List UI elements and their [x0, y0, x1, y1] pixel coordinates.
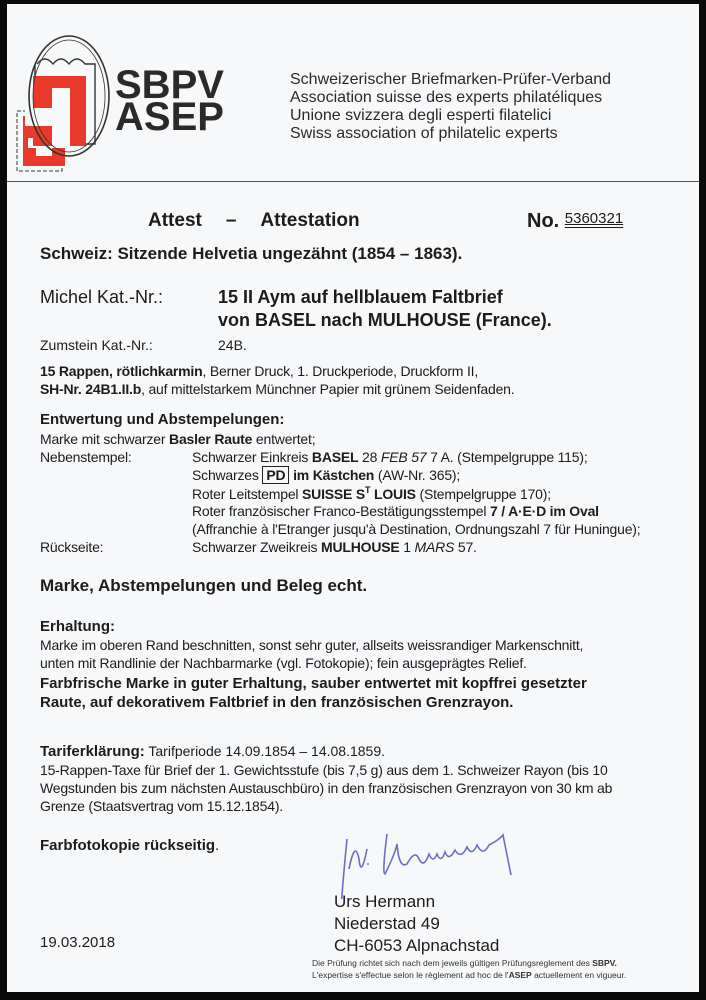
expert-street: Niederstad 49 [334, 914, 440, 933]
nebenstempel-line [192, 467, 460, 483]
text-segment: , Berner Druck, 1. Druckperiode, Druckform II, [202, 363, 479, 379]
pd-box-text: PD [262, 466, 289, 484]
nebenstempel-line [192, 485, 551, 502]
text-segment: Schwarzes [192, 467, 263, 483]
tarif-line: 15-Rappen-Taxe für Brief der 1. Gewichtsstufe (bis 7,5 g) aus dem 1. Schweizer Rayon (bis 10 [40, 762, 608, 778]
attest-title [148, 210, 360, 232]
text-segment: (AW-Nr. 365); [374, 467, 461, 483]
erhaltung-summary: Raute, auf dekorativem Faltbrief in den französischen Grenzrayon. [40, 694, 514, 711]
stamp-title: Schweiz: Sitzende Helvetia ungezähnt (1854 – 1863). [40, 244, 463, 263]
number-value: 5360321 [564, 210, 624, 227]
header-line-fr: Association suisse des experts philatéliques [290, 89, 603, 106]
rueckseite-block [40, 539, 700, 557]
issue-date: 19.03.2018 [40, 934, 116, 951]
erhaltung-summary: Farbfrische Marke in guter Erhaltung, sauber entwertet mit kopffrei gesetzter [40, 675, 587, 692]
text-segment: BASEL [311, 449, 359, 465]
footer-line-de [312, 958, 617, 968]
text-segment: L'expertise s'effectue selon le règlement ad hoc de l' [312, 970, 509, 980]
erhaltung-line: Marke im oberen Rand beschnitten, sonst sehr guter, allseits weissrandiger Markenschnitt, [40, 637, 584, 653]
header-divider [7, 181, 699, 182]
expert-name: Urs Hermann [334, 892, 436, 911]
erhaltung-line: unten mit Randlinie der Nachbarmarke (vgl. Fotokopie); fein ausgeprägtes Relief. [40, 655, 527, 671]
text-segment: Roter französischer Franco-Bestätigungsstempel [192, 503, 490, 519]
entwertung-heading: Entwertung und Abstempelungen: [40, 411, 285, 428]
certificate-number [527, 210, 623, 233]
text-segment: Die Prüfung richtet sich nach dem jeweils gültigen Prüfungsreglement des [312, 958, 593, 968]
nebenstempel-line [192, 503, 599, 519]
text-segment: Schwarzer Einkreis [192, 449, 312, 465]
expert-city: CH-6053 Alpnachstad [334, 936, 500, 955]
text-segment: entwertet; [252, 431, 316, 447]
photocopy-dot: . [215, 837, 220, 854]
nebenstempel-line [192, 449, 588, 465]
logo-asep-text: ASEP [115, 95, 224, 139]
nebenstempel-label: Nebenstempel: [40, 449, 132, 465]
header-line-en: Swiss association of philatelic experts [290, 125, 558, 142]
photocopy-note [40, 837, 219, 854]
zumstein-label: Zumstein Kat.-Nr.: [40, 337, 153, 353]
text-segment: SBPV. [592, 958, 617, 968]
text-segment: T [365, 485, 371, 495]
text-segment: Schwarzer Zweikreis [192, 539, 322, 555]
text-segment: , auf mittelstarkem Münchner Papier mit grünem Seidenfaden. [141, 381, 515, 397]
erhaltung-heading: Erhaltung: [40, 618, 115, 635]
text-segment: 7 A. (Stempelgruppe 115); [426, 449, 588, 465]
logo-sbpv-text: SBPV [115, 63, 224, 107]
rueckseite-line [192, 539, 477, 555]
authenticity-statement: Marke, Abstempelungen und Beleg echt. [40, 576, 368, 595]
text-segment: Basler Raute [169, 431, 253, 447]
number-label: No. [527, 210, 560, 232]
nebenstempel-line [192, 521, 640, 537]
photocopy-text: Farbfotokopie rückseitig [40, 837, 216, 854]
description-line [40, 381, 514, 397]
attestation-label: Attestation [260, 210, 360, 231]
text-segment: MULHOUSE [321, 539, 400, 555]
text-segment: ASEP [508, 970, 532, 980]
tarif-line: Grenze (Staatsvertrag vom 15.12.1854). [40, 798, 283, 814]
attest-label: Attest [148, 210, 202, 231]
text-segment: MARS [414, 539, 455, 555]
text-segment: Roter Leitstempel [192, 486, 303, 502]
text-segment: im Kästchen [289, 467, 375, 483]
zumstein-value: 24B. [218, 337, 247, 353]
text-segment: LOUIS [370, 486, 416, 502]
tarif-heading: Tariferklärung: [40, 743, 145, 760]
tarif-line: Wegstunden bis zum nächsten Austauschbüro) in den französischen Grenzrayon von 30 km ab [40, 780, 613, 796]
certificate-page [7, 4, 699, 992]
michel-line2: von BASEL nach MULHOUSE (France). [218, 310, 552, 330]
cancellation-block [40, 431, 700, 557]
tarif-heading-line [40, 743, 385, 760]
text-segment: FEB 57 [380, 449, 427, 465]
text-segment: Marke mit schwarzer [40, 431, 170, 447]
michel-label: Michel Kat.-Nr.: [40, 287, 164, 307]
tarif-period: Tarifperiode 14.09.1854 – 14.08.1859. [144, 743, 386, 759]
text-segment: actuellement en vigueur. [531, 970, 627, 980]
signature-icon [327, 819, 547, 899]
nebenstempel-block [40, 449, 700, 539]
sbpv-logo-icon [7, 26, 287, 176]
text-segment: (Affranchie à l'Etranger jusqu'à Destination, Ordnungszahl 7 für Huningue); [192, 521, 641, 537]
text-segment: 7 / A·E·D im Oval [489, 503, 599, 519]
cancellation-line [40, 431, 700, 449]
michel-line1: 15 II Aym auf hellblauem Faltbrief [218, 287, 503, 307]
attest-dash: – [225, 210, 237, 231]
header-line-de: Schweizerischer Briefmarken-Prüfer-Verband [290, 71, 612, 88]
text-segment: SH-Nr. 24B1.II.b [40, 381, 142, 397]
text-segment: 15 Rappen, rötlichkarmin [40, 363, 203, 379]
header-line-it: Unione svizzera degli esperti filatelici [290, 107, 552, 124]
text-segment: 57. [454, 539, 477, 555]
description-line [40, 363, 478, 379]
text-segment: 28 [358, 449, 381, 465]
footer-line-fr [312, 970, 626, 980]
rueckseite-label: Rückseite: [40, 539, 104, 555]
text-segment: SUISSE S [302, 486, 365, 502]
text-segment: 1 [399, 539, 415, 555]
text-segment: (Stempelgruppe 170); [415, 486, 551, 502]
